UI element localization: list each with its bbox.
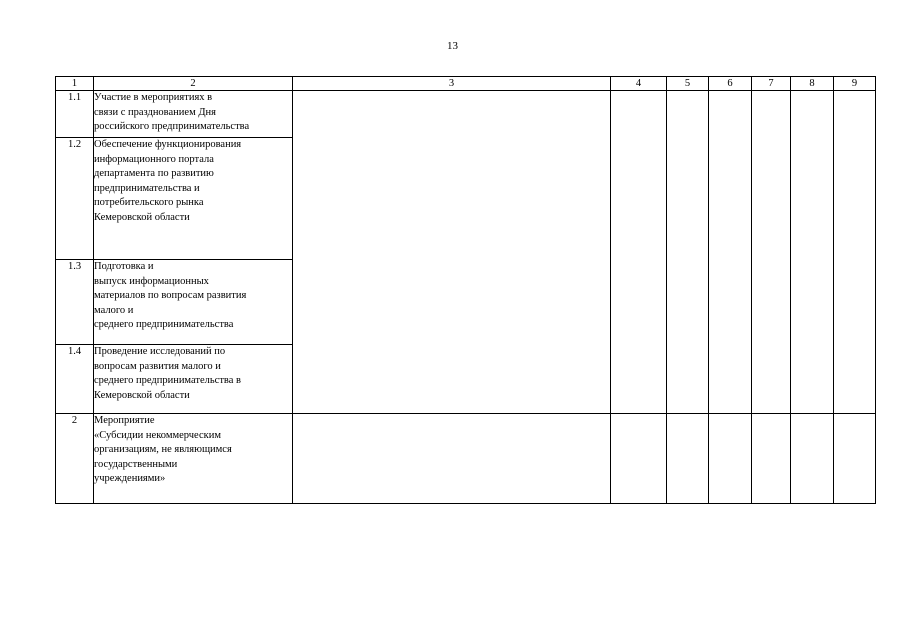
col9-cell — [834, 414, 876, 504]
column-header: 4 — [611, 77, 667, 91]
activity-line: Подготовка и — [94, 261, 154, 272]
activity-line: Кемеровской области — [94, 211, 190, 223]
column-header: 1 — [56, 77, 94, 91]
column-header: 6 — [709, 77, 752, 91]
activity-line: малого и — [94, 304, 134, 316]
col3-merged-cell — [293, 91, 611, 414]
column-header: 3 — [293, 77, 611, 91]
col8-cell — [791, 414, 834, 504]
activity-name — [94, 138, 293, 260]
column-header: 9 — [834, 77, 876, 91]
table-row — [56, 91, 876, 138]
col3-cell — [293, 414, 611, 504]
activity-line: организациям, не являющимся — [94, 444, 232, 455]
activity-line: предпринимательства и — [94, 182, 200, 194]
activity-line: выпуск информационных — [94, 275, 209, 287]
activity-line: связи с празднованием Дня — [94, 106, 216, 118]
activity-line: вопросам развития малого и — [94, 360, 221, 372]
column-header: 2 — [94, 77, 293, 91]
col6-cell — [709, 414, 752, 504]
activity-name — [94, 345, 293, 414]
col9-merged-cell — [834, 91, 876, 414]
activity-line: среднего предпринимательства — [94, 319, 234, 330]
row-number: 1.3 — [56, 260, 94, 345]
activity-line: Кемеровской области — [94, 389, 190, 401]
row-number: 2 — [56, 414, 94, 504]
activity-line: потребительского рынка — [94, 197, 204, 208]
activity-line: Проведение исследований по — [94, 346, 226, 357]
table-row — [56, 414, 876, 504]
col5-cell — [667, 414, 709, 504]
activity-line: учреждениями» — [94, 473, 166, 484]
activity-name — [94, 260, 293, 345]
table-header-row — [56, 77, 876, 91]
col7-merged-cell — [752, 91, 791, 414]
page-number: 13 — [447, 40, 458, 52]
col4-merged-cell — [611, 91, 667, 414]
activity-line: российского предпринимательства — [94, 121, 250, 132]
col4-cell — [611, 414, 667, 504]
activity-line: материалов по вопросам развития — [94, 290, 247, 301]
column-header: 8 — [791, 77, 834, 91]
col7-cell — [752, 414, 791, 504]
row-number: 1.1 — [56, 91, 94, 138]
row-number: 1.4 — [56, 345, 94, 414]
row-number: 1.2 — [56, 138, 94, 260]
column-header: 5 — [667, 77, 709, 91]
plan-table — [55, 76, 876, 504]
activity-line: Обеспечение функционирования — [94, 139, 242, 150]
activity-line: департамента по развитию — [94, 168, 214, 179]
activity-line: «Субсидии некоммерческим — [94, 429, 221, 441]
activity-line: Участие в мероприятиях в — [94, 92, 213, 103]
col8-merged-cell — [791, 91, 834, 414]
column-header: 7 — [752, 77, 791, 91]
activity-line: среднего предпринимательства в — [94, 375, 241, 386]
activity-line: информационного портала — [94, 153, 214, 165]
activity-name — [94, 414, 293, 504]
col6-merged-cell — [709, 91, 752, 414]
activity-line: Мероприятие — [94, 415, 155, 426]
activity-line: государственными — [94, 458, 178, 470]
col5-merged-cell — [667, 91, 709, 414]
activity-name — [94, 91, 293, 138]
